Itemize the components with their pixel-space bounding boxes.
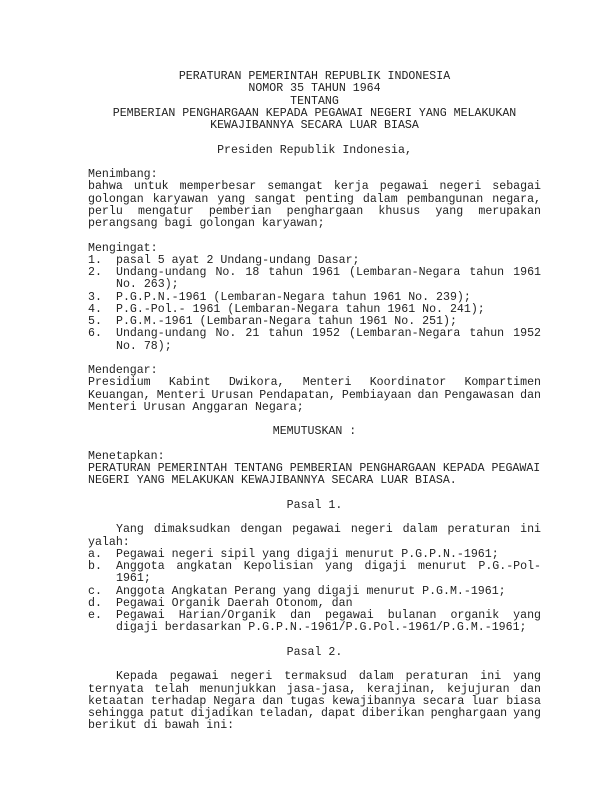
list-letter: e. — [88, 609, 102, 622]
list-item — [88, 561, 541, 586]
list-number: 4. — [88, 302, 102, 316]
text-line: Anggota Angkatan Perang yang digaji menurut P.G.M.-1961; — [116, 584, 506, 598]
text-line: yalah: — [88, 535, 130, 549]
text-line: Anggota angkatan Kepolisian yang digaji menurut P.G.-Pol- — [116, 560, 541, 573]
text-line: 1961; — [116, 572, 151, 586]
list-number: 1. — [88, 253, 102, 267]
section-heading: Mengingat: — [88, 241, 158, 255]
list-letter: a. — [88, 547, 102, 561]
section-heading: Mendengar: — [88, 364, 158, 377]
document-title — [88, 71, 541, 132]
text-line: Undang-undang No. 21 tahun 1952 (Lembaran-Negara tahun 1952 — [116, 327, 541, 341]
title-subject: PEMBERIAN PENGHARGAAN KEPADA PEGAWAI NEGERI YANG MELAKUKAN — [112, 106, 517, 120]
text-line: ternyata telah menunjukkan jasa-jasa, kerajinan, kejujuran dan — [88, 682, 541, 696]
president-line: Presiden Republik Indonesia, — [217, 143, 412, 157]
title-subject: KEWAJIBANNYA SECARA LUAR BIASA — [210, 119, 419, 132]
list-item — [88, 586, 541, 598]
list-item — [88, 610, 541, 635]
text-line: digaji berdasarkan P.G.P.N.-1961/P.G.Pol.-1961/P.G.M.-1961; — [116, 621, 527, 635]
list-item — [88, 292, 541, 304]
text-line: Yang dimaksudkan dengan pegawai negeri dalam peraturan ini — [116, 523, 541, 537]
text-line: bahwa untuk memperbesar semangat kerja pegawai negeri sebagai — [88, 180, 541, 194]
section-menimbang — [88, 169, 541, 230]
section-heading: Menetapkan: — [88, 449, 165, 463]
section-mengingat — [88, 243, 541, 353]
title-line: PERATURAN PEMERINTAH REPUBLIK INDONESIA — [178, 70, 451, 83]
text-line: Presidium Kabint Dwikora, Menteri Koordinator Kompartimen — [88, 376, 541, 390]
document-page — [88, 71, 541, 733]
list-item — [88, 267, 541, 292]
list-number: 2. — [88, 266, 102, 279]
text-line: perangsang bagi golongan karyawan; — [88, 217, 325, 230]
list-letter: d. — [88, 596, 102, 610]
text-line: No. 263); — [116, 278, 179, 292]
list-item — [88, 328, 541, 353]
text-line: PERATURAN PEMERINTAH TENTANG PEMBERIAN PENGHARGAAN KEPADA PEGAWAI — [88, 462, 541, 475]
text-line: Pegawai negeri sipil yang digaji menurut P.G.P.N.-1961; — [116, 547, 499, 561]
text-line: P.G.M.-1961 (Lembaran-Negara tahun 1961 No. 251); — [116, 315, 457, 328]
list-number: 6. — [88, 327, 102, 341]
title-number: NOMOR 35 TAHUN 1964 — [248, 82, 381, 96]
section-pasal-1 — [88, 500, 541, 635]
list-number: 5. — [88, 315, 102, 328]
text-line: golongan karyawan yang sangat penting dalam pembangunan negara, — [88, 192, 541, 206]
list-letter: c. — [88, 584, 102, 598]
title-line: TENTANG — [290, 94, 339, 108]
section-mendengar — [88, 365, 541, 414]
text-line: NEGERI YANG MELAKUKAN KEWAJIBANNYA SECARA LUAR BIASA. — [88, 474, 457, 488]
text-line: sehingga patut dijadikan teladan, dapat diberikan penghargaan yang — [88, 707, 541, 720]
memutuskan-heading: MEMUTUSKAN : — [272, 425, 357, 439]
text-line: perlu mengatur pemberian penghargaan khusus yang merupakan — [88, 204, 541, 218]
text-line: Pegawai Harian/Organik dan pegawai bulanan organik yang — [116, 609, 541, 622]
article-heading: Pasal 1. — [286, 498, 343, 512]
text-line: P.G.P.N.-1961 (Lembaran-Negara tahun 1961 No. 239); — [116, 290, 471, 304]
list-number: 3. — [88, 290, 102, 304]
text-line: pasal 5 ayat 2 Undang-undang Dasar; — [116, 253, 360, 267]
text-line: Kepada pegawai negeri termaksud dalam peraturan ini yang — [116, 670, 541, 684]
text-line: No. 78); — [116, 339, 172, 353]
text-line: Pegawai Organik Daerah Otonom, dan — [116, 596, 353, 610]
section-heading: Menimbang: — [88, 168, 158, 181]
text-line: Menteri Urusan Anggaran Negara; — [88, 400, 304, 414]
article-heading: Pasal 2. — [286, 645, 343, 659]
section-menetapkan — [88, 451, 541, 488]
section-pasal-2 — [88, 647, 541, 733]
text-line: berikut di bawah ini: — [88, 719, 235, 733]
text-line: Undang-undang No. 18 tahun 1961 (Lembaran-Negara tahun 1961 — [116, 266, 541, 279]
text-line: Keuangan, Menteri Urusan Pendapatan, Pembiayaan dan Pengawasan dan — [88, 388, 541, 402]
text-line: ketaatan terhadap Negara dan tugas kewajibannya secara luar biasa — [88, 694, 541, 708]
list-letter: b. — [88, 560, 102, 573]
text-line: P.G.-Pol.- 1961 (Lembaran-Negara tahun 1961 No. 241); — [116, 302, 485, 316]
